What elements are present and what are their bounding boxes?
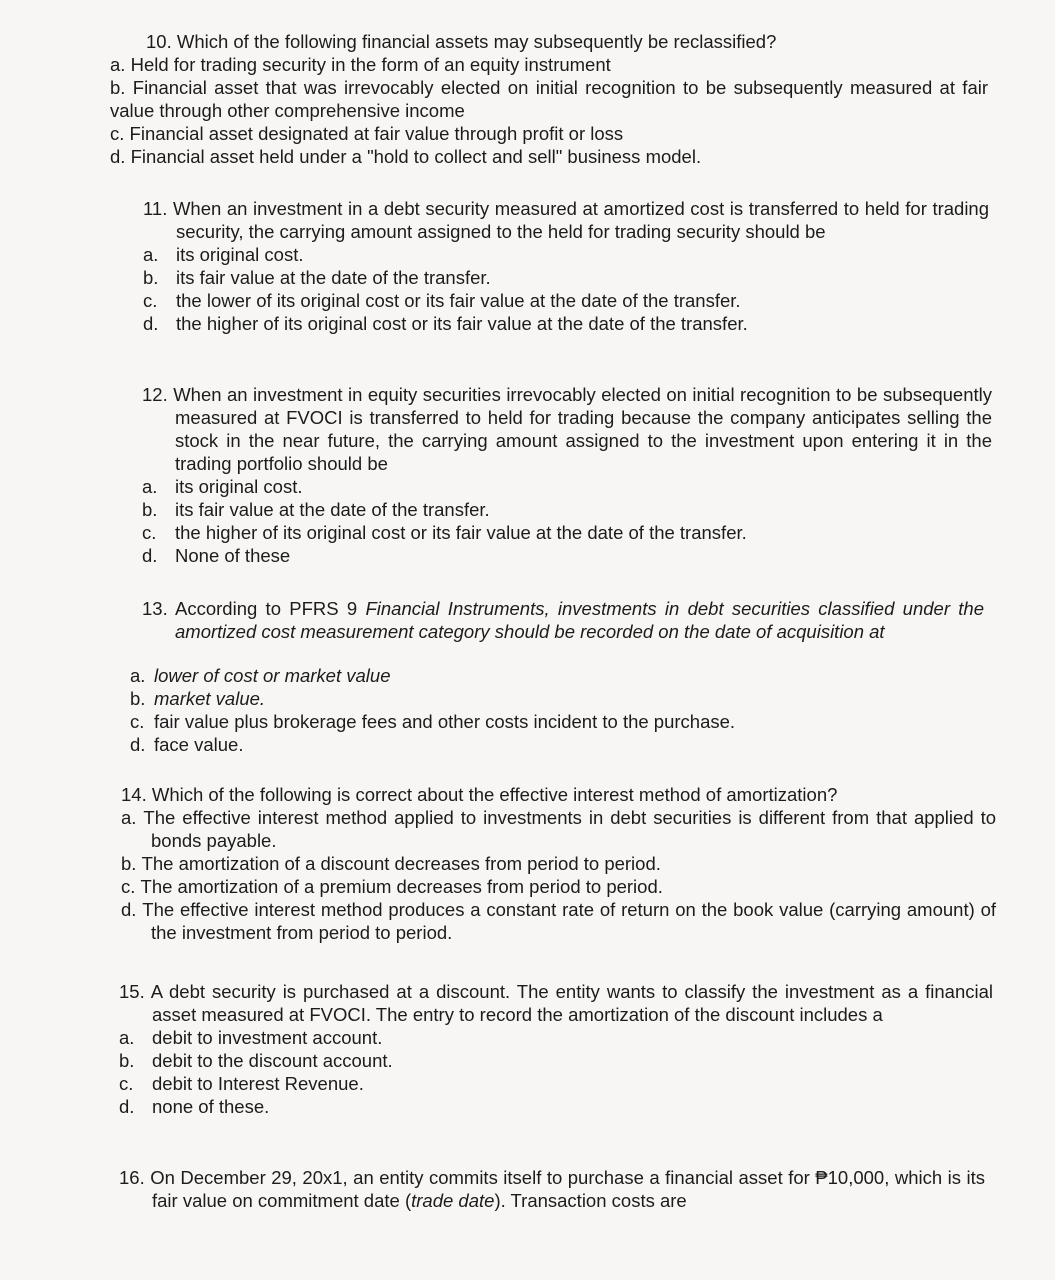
option-text: the higher of its original cost or its fair value at the date of the transfer. xyxy=(175,522,747,543)
option-letter: c. xyxy=(119,1073,134,1094)
option-text: The effective interest method applied to investments in debt securities is different from that applied to bonds payable. xyxy=(143,807,997,851)
option-list xyxy=(143,243,989,335)
option-d xyxy=(121,898,996,944)
option-text: none of these. xyxy=(152,1096,270,1117)
option-a xyxy=(121,806,996,852)
option-letter: a. xyxy=(119,1027,135,1048)
question-text: Which of the following is correct about the effective interest method of amortization? xyxy=(151,784,838,805)
option-b xyxy=(143,266,989,289)
question-text-end: ). Transaction costs are xyxy=(494,1190,687,1211)
option-text: Financial asset held under a "hold to collect and sell" business model. xyxy=(130,146,702,167)
option-letter: a. xyxy=(121,807,137,828)
question-stem xyxy=(143,197,989,243)
option-letter: d. xyxy=(121,899,137,920)
question-text: When an investment in a debt security measured at amortized cost is transferred to held for trading security, the carrying amount assigned to the held for trading security should be xyxy=(172,198,990,242)
option-letter: d. xyxy=(119,1096,135,1117)
question-number: 14. xyxy=(121,784,147,805)
option-list xyxy=(110,53,988,168)
option-c xyxy=(110,122,988,145)
option-letter: d. xyxy=(143,313,159,334)
option-a xyxy=(130,664,830,687)
option-list xyxy=(142,475,992,567)
option-letter: d. xyxy=(130,734,146,755)
question-number: 11. xyxy=(143,198,168,219)
option-text: debit to Interest Revenue. xyxy=(152,1073,364,1094)
option-a xyxy=(143,243,989,266)
question-number: 12. xyxy=(142,384,168,405)
option-text: debit to the discount account. xyxy=(152,1050,393,1071)
question-text-end: , investments in debt securities classified under the amortized cost measurement category should be recorded on the date of acquisition at xyxy=(175,598,984,642)
option-text: The amortization of a premium decreases from period to period. xyxy=(140,876,663,897)
option-letter: c. xyxy=(130,711,145,732)
option-text: The amortization of a discount decreases from period to period. xyxy=(141,853,661,874)
option-letter: b. xyxy=(119,1050,135,1071)
option-b xyxy=(130,687,830,710)
question-text: When an investment in equity securities irrevocably elected on initial recognition to be subsequently measured at FVOCI is transferred to held for trading because the company anticipates selling the stock in the near future, the carrying amount assigned to the investment upon entering it in the trading portfolio should be xyxy=(173,384,993,474)
option-a xyxy=(119,1026,993,1049)
option-letter: c. xyxy=(110,123,125,144)
standard-title: Financial Instruments xyxy=(365,598,545,619)
option-list xyxy=(121,806,996,944)
option-letter: d. xyxy=(142,545,158,566)
option-d xyxy=(130,733,830,756)
option-d xyxy=(142,544,992,567)
question-13-options xyxy=(130,664,830,756)
question-number: 16. xyxy=(119,1167,145,1188)
option-text: its fair value at the date of the transfer. xyxy=(175,499,490,520)
option-text: The effective interest method produces a constant rate of return on the book value (carrying amount) of the investment from period to period. xyxy=(142,899,997,943)
option-text: the higher of its original cost or its fair value at the date of the transfer. xyxy=(176,313,748,334)
option-c xyxy=(119,1072,993,1095)
option-letter: b. xyxy=(142,499,158,520)
question-16 xyxy=(119,1166,985,1212)
option-text: market value. xyxy=(154,688,266,709)
option-text: Financial asset designated at fair value through profit or loss xyxy=(129,123,624,144)
option-letter: c. xyxy=(143,290,158,311)
option-letter: c. xyxy=(142,522,157,543)
option-d xyxy=(143,312,989,335)
question-text-start: On December 29, 20x1, an entity commits itself to purchase a financial asset for ₱10,000, which is its fair value on commitment date ( xyxy=(150,1167,985,1211)
question-10 xyxy=(110,30,988,168)
question-13 xyxy=(142,597,984,643)
option-d xyxy=(110,145,988,168)
option-letter: c. xyxy=(121,876,136,897)
option-text: Held for trading security in the form of an equity instrument xyxy=(130,54,611,75)
option-text: fair value plus brokerage fees and other costs incident to the purchase. xyxy=(154,711,736,732)
question-stem xyxy=(119,1166,985,1212)
option-c xyxy=(121,875,996,898)
question-number: 10. xyxy=(146,31,172,52)
option-letter: b. xyxy=(143,267,159,288)
question-stem xyxy=(142,383,992,475)
question-stem xyxy=(110,30,988,53)
option-letter: d. xyxy=(110,146,126,167)
option-text: Financial asset that was irrevocably elected on initial recognition to be subsequently measured at fair value through other comprehensive income xyxy=(110,77,989,121)
option-text: its fair value at the date of the transfer. xyxy=(176,267,491,288)
option-letter: b. xyxy=(110,77,126,98)
option-d xyxy=(119,1095,993,1118)
option-text: debit to investment account. xyxy=(152,1027,383,1048)
question-12 xyxy=(142,383,992,567)
option-text: its original cost. xyxy=(176,244,304,265)
option-text: the lower of its original cost or its fair value at the date of the transfer. xyxy=(176,290,741,311)
question-number: 15. xyxy=(119,981,145,1002)
trade-date-term: trade date xyxy=(411,1190,495,1211)
option-text: face value. xyxy=(154,734,244,755)
option-text: its original cost. xyxy=(175,476,303,497)
question-text: Which of the following financial assets may subsequently be reclassified? xyxy=(176,31,777,52)
option-letter: b. xyxy=(121,853,137,874)
question-number: 13. xyxy=(142,598,168,619)
option-a xyxy=(110,53,988,76)
question-stem xyxy=(121,783,996,806)
option-list xyxy=(119,1026,993,1118)
option-b xyxy=(121,852,996,875)
option-b xyxy=(119,1049,993,1072)
option-letter: a. xyxy=(143,244,159,265)
question-11 xyxy=(143,197,989,335)
question-14 xyxy=(121,783,996,944)
option-text: lower of cost or market value xyxy=(154,665,391,686)
option-c xyxy=(130,710,830,733)
option-b xyxy=(110,76,988,122)
option-letter: a. xyxy=(142,476,158,497)
option-text: None of these xyxy=(175,545,291,566)
option-c xyxy=(142,521,992,544)
option-a xyxy=(142,475,992,498)
question-text: A debt security is purchased at a discount. The entity wants to classify the investment as a financial asset measured at FVOCI. The entry to record the amortization of the discount includes a xyxy=(150,981,993,1025)
question-stem xyxy=(119,980,993,1026)
question-text-start: According to PFRS 9 xyxy=(175,598,366,619)
option-letter: a. xyxy=(130,665,146,686)
option-b xyxy=(142,498,992,521)
question-15 xyxy=(119,980,993,1118)
question-stem xyxy=(142,597,984,643)
option-c xyxy=(143,289,989,312)
option-letter: a. xyxy=(110,54,126,75)
option-letter: b. xyxy=(130,688,146,709)
